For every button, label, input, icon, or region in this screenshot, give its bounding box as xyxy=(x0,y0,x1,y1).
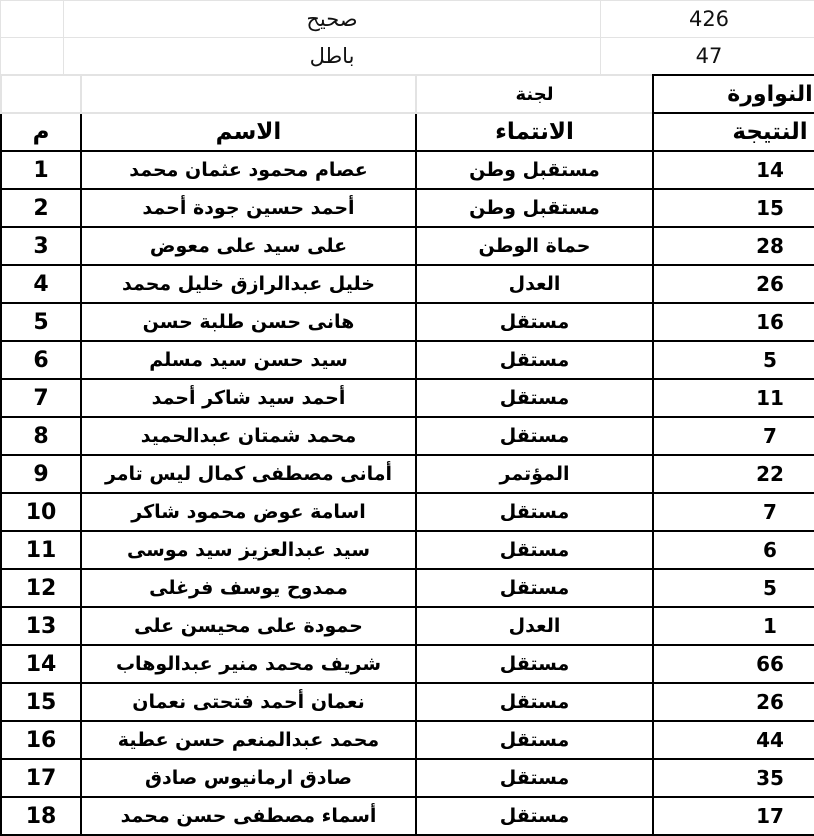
committee-place-name: النواورة xyxy=(653,75,814,113)
cell-affiliation: مستقل xyxy=(416,341,653,379)
cell-name: صادق ارمانيوس صادق xyxy=(81,759,416,797)
table-row xyxy=(1,303,814,341)
cell-name: ممدوح يوسف فرغلى xyxy=(81,569,416,607)
cell-result: 14 xyxy=(653,151,814,189)
cell-name: حمودة على محيسن على xyxy=(81,607,416,645)
cell-index: 18 xyxy=(1,797,81,835)
cell-name: سيد حسن سيد مسلم xyxy=(81,341,416,379)
table-row xyxy=(1,341,814,379)
cell-index: 11 xyxy=(1,531,81,569)
cell-index: 12 xyxy=(1,569,81,607)
cell-index: 4 xyxy=(1,265,81,303)
cell-result: 1 xyxy=(653,607,814,645)
cell-result: 16 xyxy=(653,303,814,341)
table-row xyxy=(1,645,814,683)
table-header-row xyxy=(1,113,814,151)
cell-name: عصام محمود عثمان محمد xyxy=(81,151,416,189)
table-row xyxy=(1,417,814,455)
invalid-ballots-label: باطل xyxy=(64,38,601,75)
table-row xyxy=(1,531,814,569)
table-row xyxy=(1,265,814,303)
summary-spacer-cell-1 xyxy=(1,1,64,38)
cell-result: 17 xyxy=(653,797,814,835)
cell-index: 10 xyxy=(1,493,81,531)
cell-name: محمد عبدالمنعم حسن عطية xyxy=(81,721,416,759)
cell-affiliation: مستقل xyxy=(416,417,653,455)
cell-affiliation: المؤتمر xyxy=(416,455,653,493)
cell-name: شريف محمد منير عبدالوهاب xyxy=(81,645,416,683)
cell-name: أحمد سيد شاكر أحمد xyxy=(81,379,416,417)
table-row xyxy=(1,759,814,797)
cell-affiliation: مستقبل وطن xyxy=(416,151,653,189)
table-row xyxy=(1,797,814,835)
cell-affiliation: مستقل xyxy=(416,683,653,721)
cell-name: على سيد على معوض xyxy=(81,227,416,265)
cell-result: 44 xyxy=(653,721,814,759)
cell-index: 15 xyxy=(1,683,81,721)
table-row xyxy=(1,569,814,607)
ballot-summary-row-valid xyxy=(1,1,814,38)
candidate-results-table xyxy=(0,74,814,836)
header-affiliation: الانتماء xyxy=(416,113,653,151)
cell-index: 7 xyxy=(1,379,81,417)
cell-result: 26 xyxy=(653,683,814,721)
cell-affiliation: العدل xyxy=(416,607,653,645)
table-row xyxy=(1,493,814,531)
table-row xyxy=(1,683,814,721)
cell-name: اسامة عوض محمود شاكر xyxy=(81,493,416,531)
cell-result: 5 xyxy=(653,569,814,607)
cell-index: 14 xyxy=(1,645,81,683)
cell-name: أمانى مصطفى كمال ليس تامر xyxy=(81,455,416,493)
cell-result: 66 xyxy=(653,645,814,683)
ballot-summary-body xyxy=(1,1,814,75)
cell-affiliation: مستقل xyxy=(416,379,653,417)
cell-result: 22 xyxy=(653,455,814,493)
cell-result: 35 xyxy=(653,759,814,797)
cell-affiliation: مستقل xyxy=(416,797,653,835)
cell-affiliation: مستقل xyxy=(416,759,653,797)
cell-index: 5 xyxy=(1,303,81,341)
cell-result: 26 xyxy=(653,265,814,303)
valid-ballots-label: صحيح xyxy=(64,1,601,38)
cell-affiliation: مستقبل وطن xyxy=(416,189,653,227)
cell-index: 6 xyxy=(1,341,81,379)
cell-affiliation: مستقل xyxy=(416,531,653,569)
table-row xyxy=(1,455,814,493)
cell-index: 16 xyxy=(1,721,81,759)
table-row xyxy=(1,607,814,645)
cell-index: 3 xyxy=(1,227,81,265)
cell-affiliation: مستقل xyxy=(416,493,653,531)
cell-index: 13 xyxy=(1,607,81,645)
table-row xyxy=(1,379,814,417)
header-result: النتيجة xyxy=(653,113,814,151)
cell-affiliation: مستقل xyxy=(416,569,653,607)
committee-row xyxy=(1,75,814,113)
cell-affiliation: العدل xyxy=(416,265,653,303)
table-row xyxy=(1,151,814,189)
ballot-summary-row-invalid xyxy=(1,38,814,75)
committee-blank-cell xyxy=(81,75,416,113)
cell-name: سيد عبدالعزيز سيد موسى xyxy=(81,531,416,569)
invalid-ballots-count: 47 xyxy=(601,38,814,75)
cell-index: 9 xyxy=(1,455,81,493)
cell-result: 28 xyxy=(653,227,814,265)
cell-result: 15 xyxy=(653,189,814,227)
cell-index: 1 xyxy=(1,151,81,189)
candidate-results-body xyxy=(1,75,814,835)
cell-result: 7 xyxy=(653,417,814,455)
cell-index: 2 xyxy=(1,189,81,227)
cell-affiliation: مستقل xyxy=(416,645,653,683)
cell-result: 6 xyxy=(653,531,814,569)
cell-name: أسماء مصطفى حسن محمد xyxy=(81,797,416,835)
cell-name: هانى حسن طلبة حسن xyxy=(81,303,416,341)
committee-label: لجنة xyxy=(416,75,653,113)
ballot-summary-table xyxy=(0,0,814,75)
cell-result: 5 xyxy=(653,341,814,379)
committee-blank-index-cell xyxy=(1,75,81,113)
cell-name: نعمان أحمد فتحتى نعمان xyxy=(81,683,416,721)
cell-name: محمد شمتان عبدالحميد xyxy=(81,417,416,455)
cell-affiliation: مستقل xyxy=(416,303,653,341)
cell-name: خليل عبدالرازق خليل محمد xyxy=(81,265,416,303)
header-index: م xyxy=(1,113,81,151)
table-row xyxy=(1,721,814,759)
cell-index: 8 xyxy=(1,417,81,455)
cell-affiliation: مستقل xyxy=(416,721,653,759)
cell-result: 11 xyxy=(653,379,814,417)
cell-name: أحمد حسين جودة أحمد xyxy=(81,189,416,227)
cell-index: 17 xyxy=(1,759,81,797)
cell-result: 7 xyxy=(653,493,814,531)
cell-affiliation: حماة الوطن xyxy=(416,227,653,265)
table-row xyxy=(1,227,814,265)
valid-ballots-count: 426 xyxy=(601,1,814,38)
header-name: الاسم xyxy=(81,113,416,151)
table-row xyxy=(1,189,814,227)
summary-spacer-cell-2 xyxy=(1,38,64,75)
